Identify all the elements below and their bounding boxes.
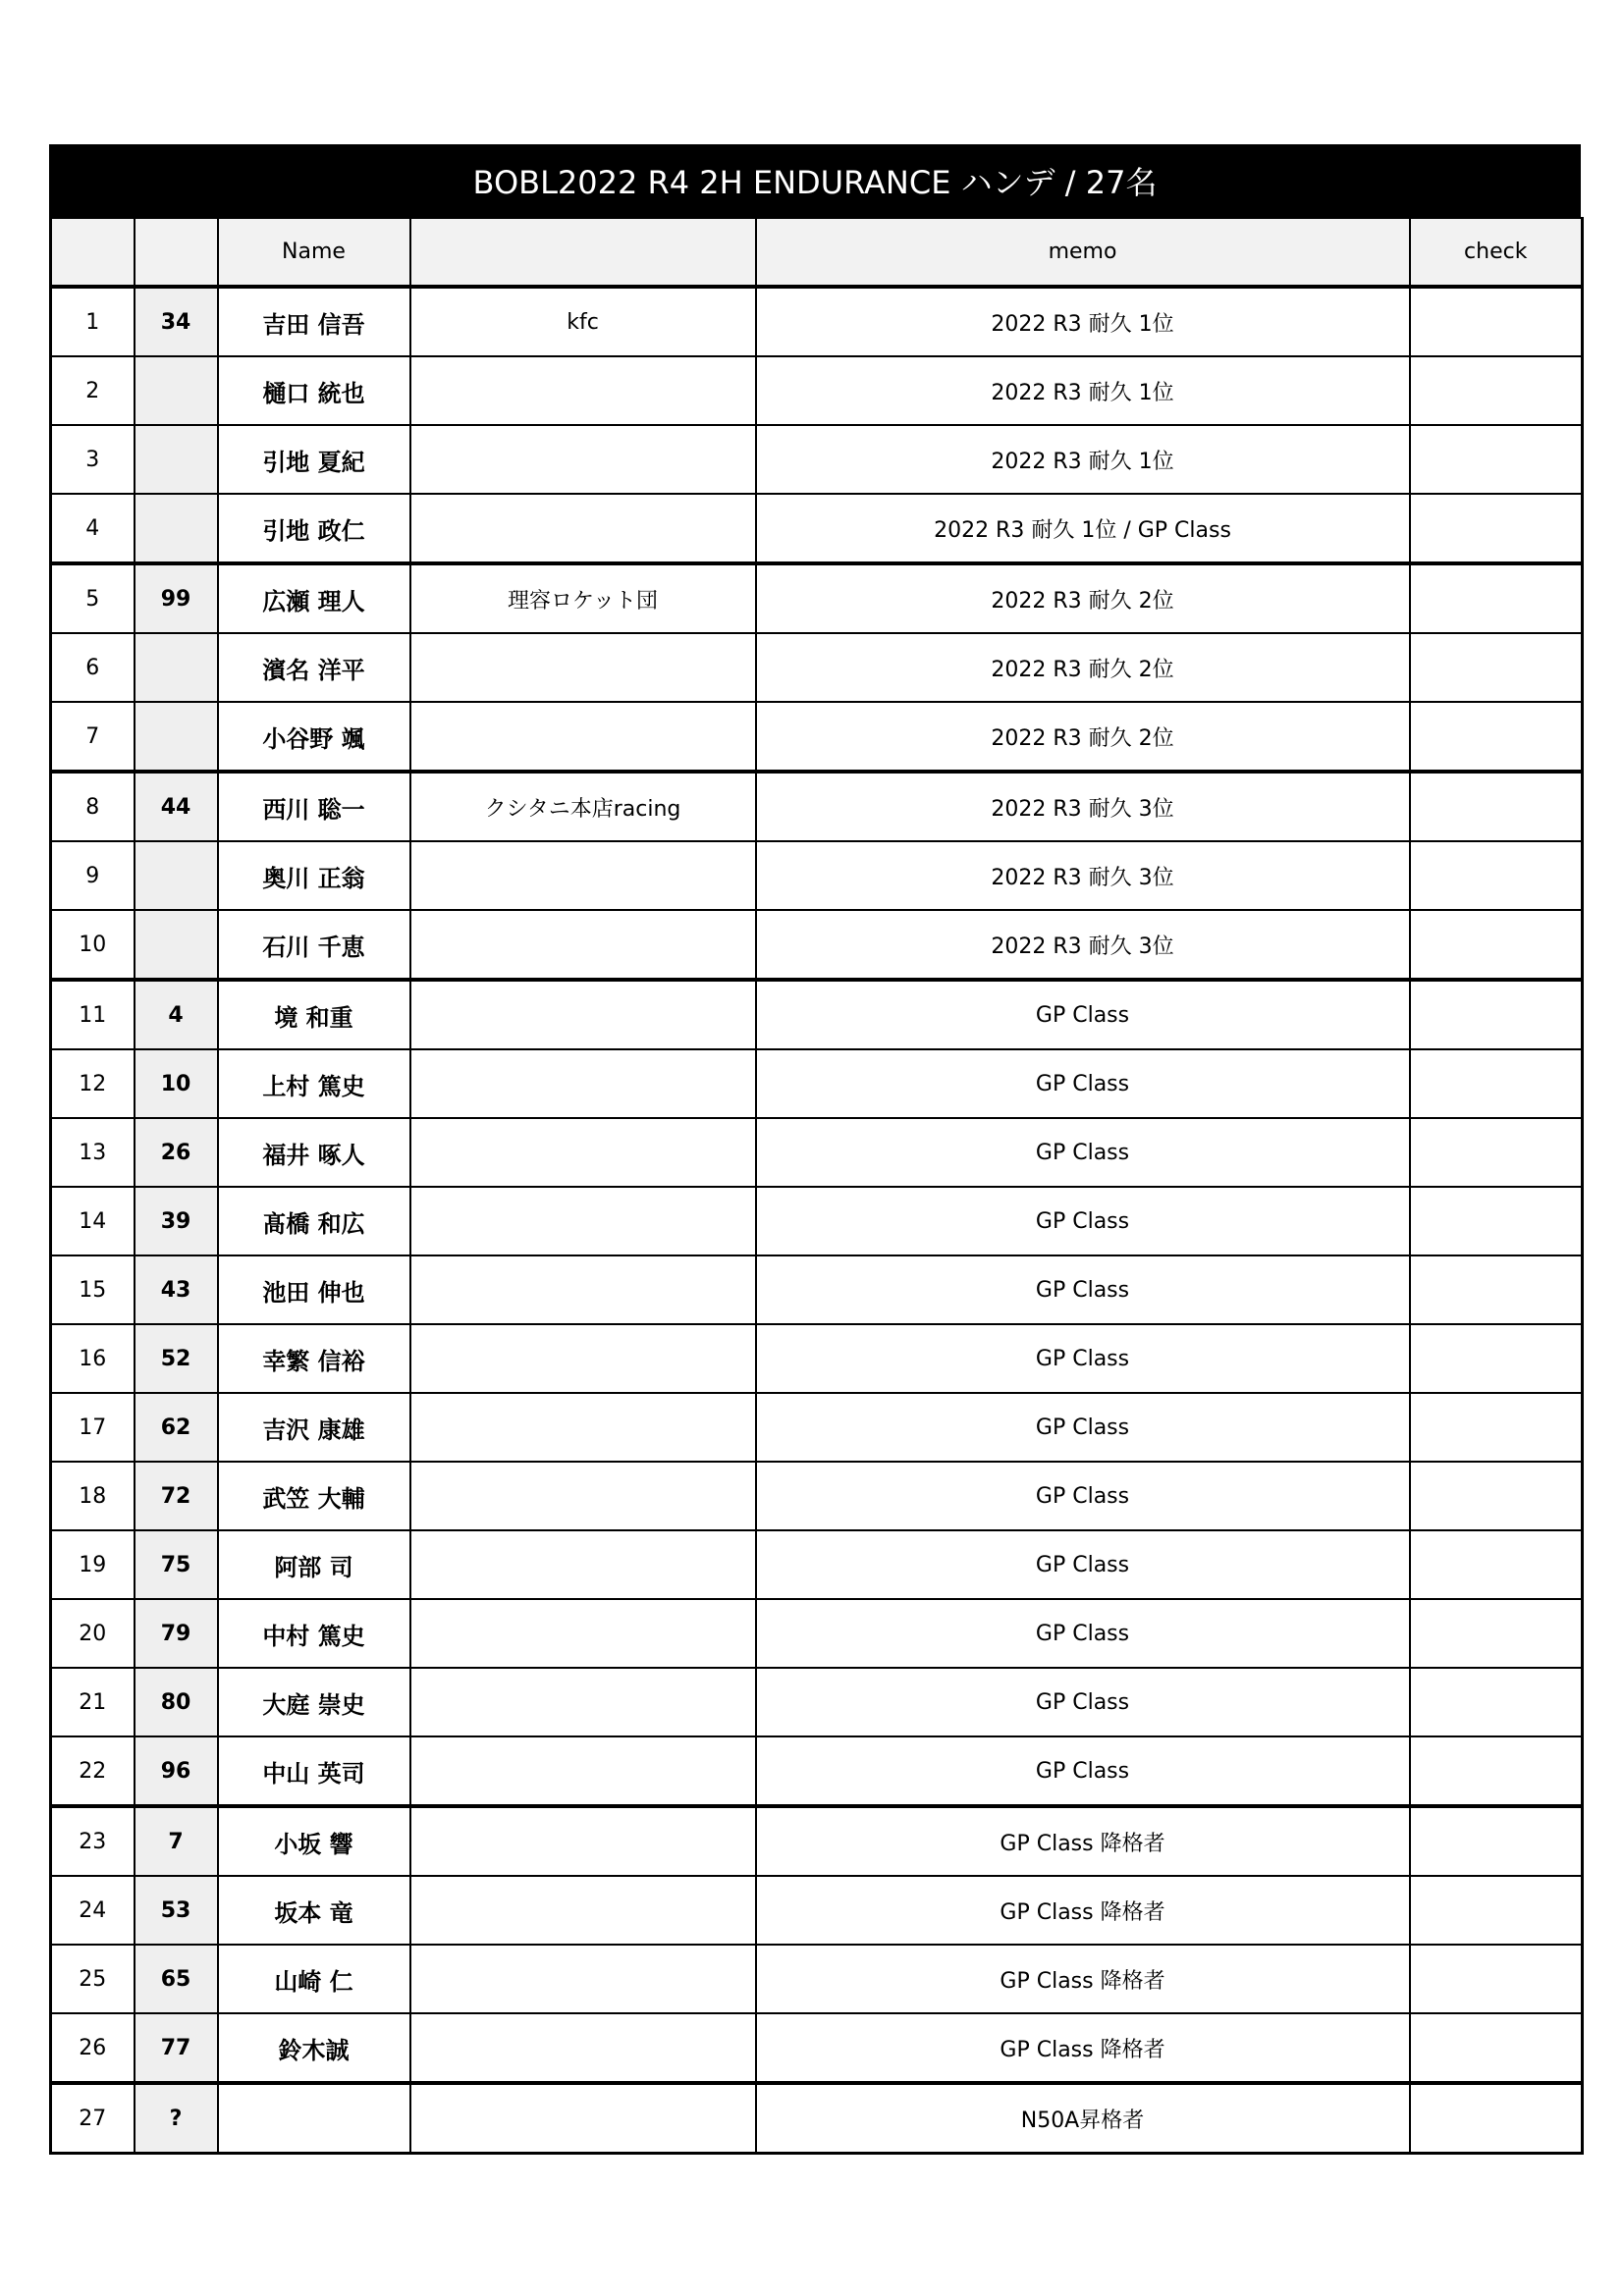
team-name [410,841,756,910]
table-row [51,1118,1583,1187]
team-name [410,1599,756,1668]
table-row [51,494,1583,563]
memo-cell: 2022 R3 耐久 1位 [756,356,1410,425]
rider-name: 坂本 竜 [218,1876,410,1945]
table-row [51,980,1583,1049]
rider-name: 池田 伸也 [218,1255,410,1324]
bib-number [135,841,218,910]
table-row [51,1187,1583,1255]
check-cell [1410,1393,1583,1462]
row-index: 24 [51,1876,135,1945]
rider-name: 濱名 洋平 [218,633,410,702]
row-index: 22 [51,1736,135,1806]
table-row [51,287,1583,356]
rider-name: 引地 政仁 [218,494,410,563]
memo-cell: GP Class [756,1668,1410,1736]
row-index: 5 [51,563,135,633]
check-cell [1410,910,1583,980]
team-name [410,2083,756,2154]
header-row [51,218,1583,287]
row-index: 25 [51,1945,135,2013]
memo-cell: GP Class [756,1187,1410,1255]
table-row [51,1049,1583,1118]
memo-cell: 2022 R3 耐久 1位 / GP Class [756,494,1410,563]
bib-number: 10 [135,1049,218,1118]
header-index [51,218,135,287]
memo-cell: GP Class [756,1530,1410,1599]
header-number [135,218,218,287]
bib-number [135,425,218,494]
check-cell [1410,494,1583,563]
bib-number: 44 [135,772,218,841]
memo-cell: GP Class 降格者 [756,1876,1410,1945]
table-row [51,1599,1583,1668]
bib-number [135,910,218,980]
check-cell [1410,1530,1583,1599]
team-name [410,1806,756,1876]
rider-name: 奥川 正翁 [218,841,410,910]
bib-number: 34 [135,287,218,356]
bib-number: 96 [135,1736,218,1806]
team-name [410,1255,756,1324]
memo-cell: GP Class 降格者 [756,1945,1410,2013]
row-index: 15 [51,1255,135,1324]
team-name [410,356,756,425]
bib-number [135,633,218,702]
row-index: 16 [51,1324,135,1393]
team-name [410,1668,756,1736]
bib-number [135,702,218,772]
memo-cell: GP Class 降格者 [756,2013,1410,2083]
rider-name: 樋口 統也 [218,356,410,425]
memo-cell: GP Class [756,1393,1410,1462]
bib-number: 77 [135,2013,218,2083]
row-index: 3 [51,425,135,494]
team-name [410,1736,756,1806]
row-index: 21 [51,1668,135,1736]
table-row [51,1876,1583,1945]
check-cell [1410,563,1583,633]
memo-cell: GP Class [756,980,1410,1049]
bib-number: ? [135,2083,218,2154]
table-row [51,1255,1583,1324]
bib-number: 7 [135,1806,218,1876]
row-index: 18 [51,1462,135,1530]
table-row [51,425,1583,494]
row-index: 13 [51,1118,135,1187]
header-check: check [1410,218,1583,287]
table-row [51,1736,1583,1806]
check-cell [1410,1668,1583,1736]
table-row [51,772,1583,841]
check-cell [1410,1945,1583,2013]
check-cell [1410,980,1583,1049]
header-memo: memo [756,218,1410,287]
check-cell [1410,633,1583,702]
rider-name: 阿部 司 [218,1530,410,1599]
roster-sheet [49,144,1581,2155]
memo-cell: 2022 R3 耐久 2位 [756,563,1410,633]
rider-name [218,2083,410,2154]
row-index: 6 [51,633,135,702]
check-cell [1410,1324,1583,1393]
team-name [410,980,756,1049]
table-row [51,633,1583,702]
check-cell [1410,356,1583,425]
rider-name: 大庭 崇史 [218,1668,410,1736]
rider-name: 中村 篤史 [218,1599,410,1668]
team-name [410,1393,756,1462]
check-cell [1410,1118,1583,1187]
row-index: 17 [51,1393,135,1462]
rider-name: 上村 篤史 [218,1049,410,1118]
memo-cell: 2022 R3 耐久 3位 [756,910,1410,980]
row-index: 2 [51,356,135,425]
check-cell [1410,702,1583,772]
rider-name: 幸繁 信裕 [218,1324,410,1393]
table-row [51,2013,1583,2083]
rider-name: 鈴木誠 [218,2013,410,2083]
memo-cell: 2022 R3 耐久 1位 [756,425,1410,494]
row-index: 1 [51,287,135,356]
bib-number [135,356,218,425]
bib-number [135,494,218,563]
rider-name: 中山 英司 [218,1736,410,1806]
team-name [410,425,756,494]
team-name [410,494,756,563]
table-row [51,1393,1583,1462]
memo-cell: GP Class [756,1049,1410,1118]
row-index: 11 [51,980,135,1049]
check-cell [1410,287,1583,356]
table-row [51,702,1583,772]
row-index: 8 [51,772,135,841]
table-row [51,2083,1583,2154]
memo-cell: GP Class 降格者 [756,1806,1410,1876]
rider-name: 福井 啄人 [218,1118,410,1187]
memo-cell: GP Class [756,1736,1410,1806]
team-name: クシタニ本店racing [410,772,756,841]
rider-name: 石川 千恵 [218,910,410,980]
check-cell [1410,1876,1583,1945]
memo-cell: 2022 R3 耐久 1位 [756,287,1410,356]
row-index: 10 [51,910,135,980]
check-cell [1410,841,1583,910]
memo-cell: GP Class [756,1599,1410,1668]
table-row [51,1462,1583,1530]
memo-cell: GP Class [756,1462,1410,1530]
memo-cell: 2022 R3 耐久 2位 [756,702,1410,772]
bib-number: 79 [135,1599,218,1668]
rider-name: 髙橋 和広 [218,1187,410,1255]
bib-number: 53 [135,1876,218,1945]
memo-cell: GP Class [756,1118,1410,1187]
row-index: 9 [51,841,135,910]
sheet-title: BOBL2022 R4 2H ENDURANCE ハンデ / 27名 [49,144,1581,217]
roster-body [51,287,1583,2154]
team-name [410,2013,756,2083]
check-cell [1410,1599,1583,1668]
check-cell [1410,2083,1583,2154]
team-name [410,1530,756,1599]
team-name [410,1324,756,1393]
team-name [410,633,756,702]
table-row [51,910,1583,980]
table-row [51,1806,1583,1876]
header-team [410,218,756,287]
check-cell [1410,1187,1583,1255]
table-row [51,841,1583,910]
rider-name: 小坂 響 [218,1806,410,1876]
bib-number: 39 [135,1187,218,1255]
bib-number: 72 [135,1462,218,1530]
row-index: 14 [51,1187,135,1255]
rider-name: 吉田 信吾 [218,287,410,356]
team-name: kfc [410,287,756,356]
memo-cell: N50A昇格者 [756,2083,1410,2154]
team-name [410,910,756,980]
row-index: 20 [51,1599,135,1668]
memo-cell: GP Class [756,1255,1410,1324]
table-row [51,356,1583,425]
table-row [51,1945,1583,2013]
table-row [51,1668,1583,1736]
row-index: 19 [51,1530,135,1599]
check-cell [1410,1736,1583,1806]
bib-number: 4 [135,980,218,1049]
rider-name: 引地 夏紀 [218,425,410,494]
roster-table [49,217,1584,2155]
rider-name: 武笠 大輔 [218,1462,410,1530]
check-cell [1410,1255,1583,1324]
check-cell [1410,425,1583,494]
team-name [410,1049,756,1118]
memo-cell: 2022 R3 耐久 2位 [756,633,1410,702]
team-name [410,1187,756,1255]
row-index: 7 [51,702,135,772]
rider-name: 小谷野 颯 [218,702,410,772]
check-cell [1410,1462,1583,1530]
bib-number: 52 [135,1324,218,1393]
check-cell [1410,772,1583,841]
team-name [410,1945,756,2013]
bib-number: 26 [135,1118,218,1187]
table-row [51,1530,1583,1599]
row-index: 26 [51,2013,135,2083]
team-name [410,702,756,772]
row-index: 12 [51,1049,135,1118]
bib-number: 62 [135,1393,218,1462]
check-cell [1410,1806,1583,1876]
row-index: 27 [51,2083,135,2154]
memo-cell: 2022 R3 耐久 3位 [756,772,1410,841]
rider-name: 境 和重 [218,980,410,1049]
team-name [410,1462,756,1530]
rider-name: 山崎 仁 [218,1945,410,2013]
memo-cell: 2022 R3 耐久 3位 [756,841,1410,910]
header-name: Name [218,218,410,287]
check-cell [1410,1049,1583,1118]
rider-name: 西川 聡一 [218,772,410,841]
table-row [51,563,1583,633]
row-index: 23 [51,1806,135,1876]
rider-name: 広瀬 理人 [218,563,410,633]
bib-number: 80 [135,1668,218,1736]
table-row [51,1324,1583,1393]
row-index: 4 [51,494,135,563]
bib-number: 99 [135,563,218,633]
bib-number: 65 [135,1945,218,2013]
team-name: 理容ロケット団 [410,563,756,633]
check-cell [1410,2013,1583,2083]
bib-number: 75 [135,1530,218,1599]
team-name [410,1118,756,1187]
rider-name: 吉沢 康雄 [218,1393,410,1462]
team-name [410,1876,756,1945]
memo-cell: GP Class [756,1324,1410,1393]
bib-number: 43 [135,1255,218,1324]
